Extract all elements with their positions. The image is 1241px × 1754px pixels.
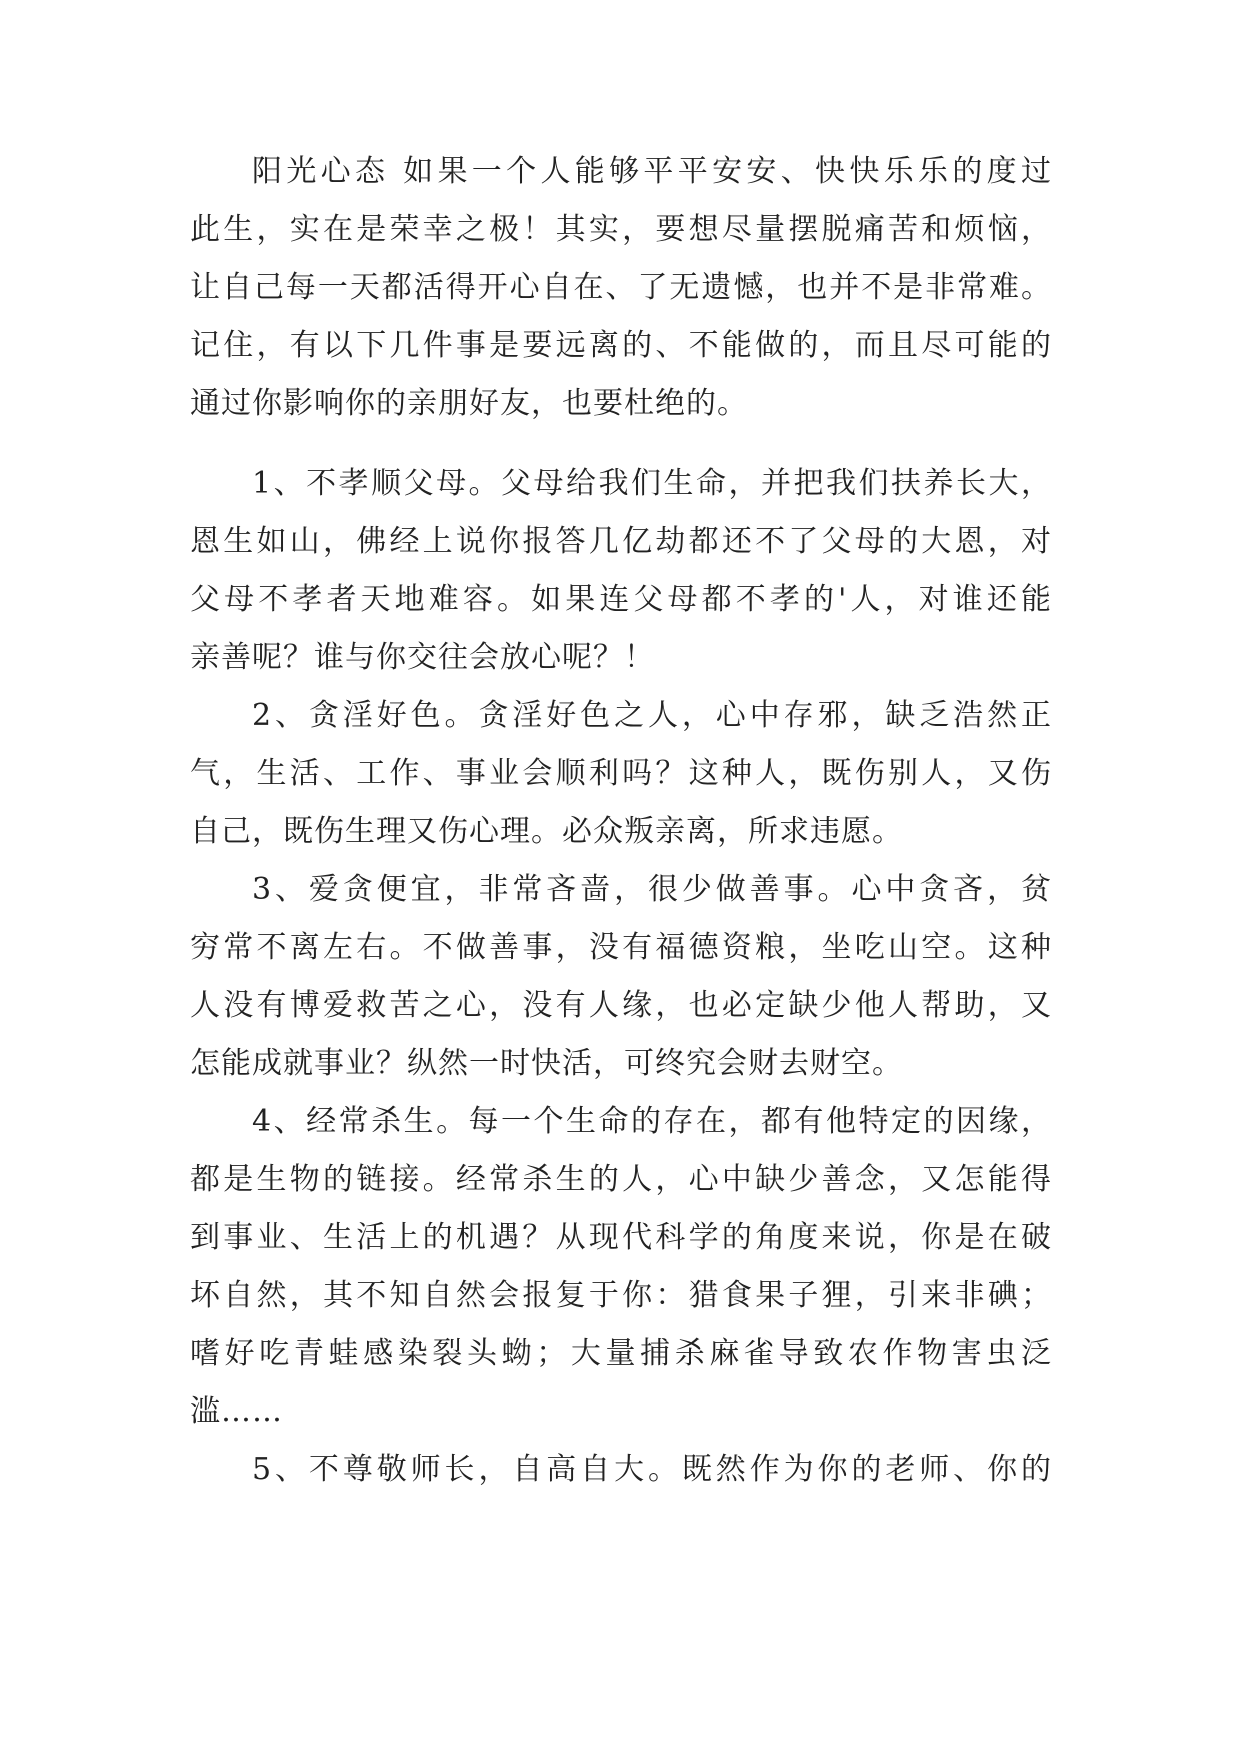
text-line: 自己，既伤生理又伤心理。必众叛亲离，所求违愿。 — [190, 814, 903, 849]
text-line: 都是生物的链接。经常杀生的人，心中缺少善念，又怎能得 — [190, 1162, 1052, 1197]
text-line: 怎能成就事业？纵然一时快活，可终究会财去财空。 — [190, 1046, 903, 1081]
text-line: 嗜好吃青蛙感染裂头蚴；大量捕杀麻雀导致农作物害虫泛 — [190, 1336, 1052, 1371]
text-line: 1、不孝顺父母。父母给我们生命，并把我们扶养长大， — [252, 466, 1052, 501]
text-line: 亲善呢？谁与你交往会放心呢？！ — [190, 640, 655, 675]
text-line: 3、爱贪便宜，非常吝啬，很少做善事。心中贪吝，贫 — [252, 872, 1052, 907]
text-line: 恩生如山，佛经上说你报答几亿劫都还不了父母的大恩，对 — [190, 524, 1052, 559]
text-line: 2、贪淫好色。贪淫好色之人，心中存邪，缺乏浩然正 — [252, 698, 1052, 733]
item-2-paragraph — [190, 687, 1052, 861]
text-line: 阳光心态 如果一个人能够平平安安、快快乐乐的度过 — [252, 154, 1052, 189]
text-line: 此生，实在是荣幸之极！其实，要想尽量摆脱痛苦和烦恼， — [190, 212, 1052, 247]
item-4-paragraph — [190, 1093, 1052, 1441]
text-line: 让自己每一天都活得开心自在、了无遗憾，也并不是非常难。 — [190, 270, 1052, 305]
text-line: 通过你影响你的亲朋好友，也要杜绝的。 — [190, 386, 748, 421]
text-line: 穷常不离左右。不做善事，没有福德资粮，坐吃山空。这种 — [190, 930, 1052, 965]
item-3-paragraph — [190, 861, 1052, 1093]
text-line: 人没有博爱救苦之心，没有人缘，也必定缺少他人帮助，又 — [190, 988, 1052, 1023]
text-line: 气，生活、工作、事业会顺利吗？这种人，既伤别人，又伤 — [190, 756, 1052, 791]
item-1-paragraph — [190, 455, 1052, 687]
text-line: 到事业、生活上的机遇？从现代科学的角度来说，你是在破 — [190, 1220, 1052, 1255]
intro-paragraph — [190, 143, 1052, 433]
text-line: 5、不尊敬师长，自高自大。既然作为你的老师、你的 — [252, 1452, 1052, 1487]
text-line: 父母不孝者天地难容。如果连父母都不孝的'人，对谁还能 — [190, 582, 1052, 617]
text-line: 4、经常杀生。每一个生命的存在，都有他特定的因缘， — [252, 1104, 1052, 1139]
item-5-paragraph — [190, 1441, 1052, 1499]
text-line: 滥…… — [190, 1394, 283, 1429]
text-line: 坏自然，其不知自然会报复于你：猎食果子狸，引来非碘； — [190, 1278, 1052, 1313]
text-line: 记住，有以下几件事是要远离的、不能做的，而且尽可能的 — [190, 328, 1052, 363]
